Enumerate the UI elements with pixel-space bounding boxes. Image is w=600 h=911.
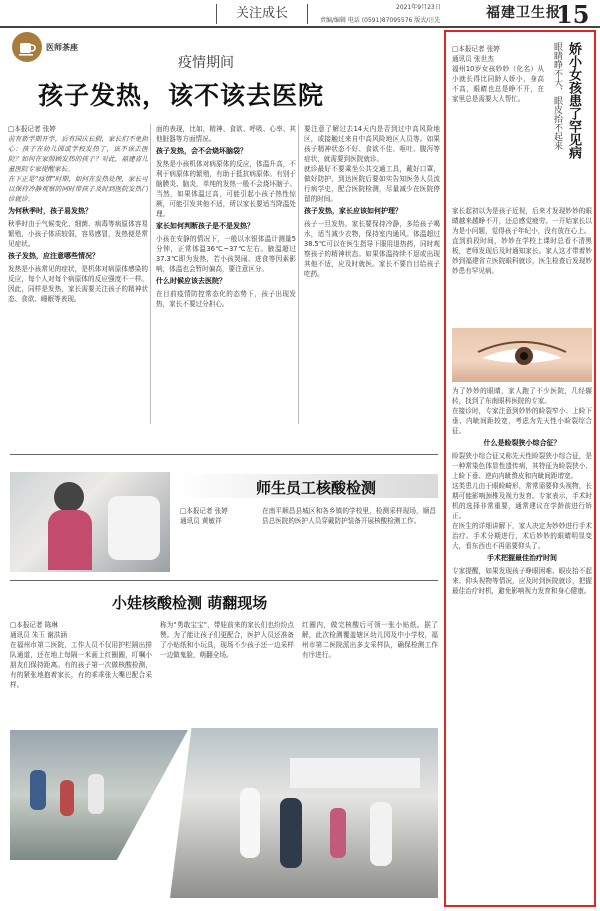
paragraph: 在目前疫情防控常态化的态势下，孩子出现发热，家长不要过分担心。 xyxy=(156,290,296,308)
kids-col-1 xyxy=(10,620,152,690)
paragraph: 专家提醒，如果发现孩子睁眼困难、眼皮抬不起来、仰头视物等情况，应及时到医院就诊，把握最佳治疗时机，避免影响视力发育和身心健康。 xyxy=(452,567,592,595)
sidebar-top-col xyxy=(452,44,544,104)
paragraph: 直到前段时间，妙妙在学校上课时总看不清黑板，老师发现后及时通知家长。家人这才带着妙妙到福建省立医院眼科就诊，医生检查后发现妙妙患有罕见病。 xyxy=(452,237,592,275)
subhead: 什么是睑裂狭小综合征？ xyxy=(483,439,561,447)
paragraph: 称为“勇敢宝宝”，带娃前来的家长们也纷纷点赞。为了能让孩子们更配合，医护人员还准备了小贴纸和小玩具，现场不少孩子还一边采样一边做鬼脸，萌翻全场。 xyxy=(160,621,294,659)
child-figure xyxy=(88,774,104,814)
subhead: 孩子发热，家长应该如何护理？ xyxy=(304,207,402,215)
eye-icon xyxy=(452,328,592,382)
column-rule xyxy=(150,124,151,424)
clinic-title: 孩子发热，该不该去医院 xyxy=(38,81,325,110)
kids-col-2 xyxy=(160,620,294,660)
ceiling-light xyxy=(290,758,420,788)
paragraph: 在接诊时，专家注意到妙妙的睑裂窄小、上睑下垂、内眦间距较宽，考虑为先天性小睑裂综合征。 xyxy=(452,407,592,435)
kids-photo-1 xyxy=(10,730,188,860)
lead: 前有新学期开学，后有国庆长假，家长们不免担心：孩子在幼儿园或学校发热了，该不该去医院？如何在家照顾发热的孩子？对此，福建省儿童医院专家提醒家长。 xyxy=(8,135,148,173)
paragraph: 在医生的详细讲解下，家人决定为妙妙进行手术治疗。手术分期进行，术后妙妙的眼睛明显变大，看东西也不再需要仰头了。 xyxy=(452,522,592,550)
paragraph: 就诊最好不要乘坐公共交通工具，戴好口罩，做好防护，到达医院后要如实告知医务人员流行病学史，配合医院检测，尽量减少在医院停留的时间。 xyxy=(304,165,440,203)
paragraph: 在福州市第二医院，工作人员不仅用护栏隔出排队通道，还在地上每隔一米画上红圈圈，叮嘱小朋友们保持距离。有的孩子第一次做核酸检测，有的紧张地抱着家长，有的乖乖张大嘴巴配合采样。 xyxy=(10,641,152,689)
paragraph: 秋季时由于气候变化、细菌、病毒等病原体容易繁殖，小孩子体质较弱，容易感冒，发热便是常见症状。 xyxy=(8,220,148,248)
clinic-col-3 xyxy=(304,124,440,279)
child-figure xyxy=(330,808,346,858)
paragraph: 小孩在安静的情况下，一般以水银体温计测量5分钟，正常体温36℃~37℃左右。腋温超过37.3℃即为发热，若小孩哭闹、进食等因素影响，体温也会暂时偏高，要注意区分。 xyxy=(156,235,296,273)
lead-2: 在下正是“疫情”时期，如何在发热处理，家长可以保持冷静观察的同时带孩子及时到医院发热门诊就诊。 xyxy=(8,175,148,203)
medical-staff xyxy=(108,496,160,560)
child-figure xyxy=(60,780,74,816)
clinic-col-2 xyxy=(156,124,296,309)
paragraph: 孩子一旦发热，家长要保持冷静，多给孩子喝水，适当减少衣物，保持室内通风。体温超过38.5℃可以在医生指导下服用退热药，同时观察孩子的精神状态。如果体温持续不退或出现其他不适，应及时就医。家长不要盲目给孩子吃药。 xyxy=(304,220,440,278)
teacher-title: 师生员工核酸检测 xyxy=(256,479,377,497)
paragraph: 发热是小孩机体对病原体的反应，体温升高，不利于病原体的繁殖，有助于抵抗病原体。有别于脑膜炎、脑炎，单纯的发热一般不会烧坏脑子。当然，如果体温过高，可能引起小孩子热性惊厥，可能引发其他不适，所以家长要适当降温处理。 xyxy=(156,160,296,218)
subhead: 什么时候应该去医院？ xyxy=(156,277,226,285)
page-number: 15 xyxy=(556,0,590,29)
paragraph: 福州10岁女孩妙妙（化名）从小就长得比同龄人娇小，身高不高，眼睛也总是睁不开，在家里总是需要大人帮忙。 xyxy=(452,65,544,103)
coffee-cup-icon xyxy=(12,32,42,62)
paragraph: 这类患儿由于眼睑畸形，常常需要仰头视物，长期可能影响颈椎及视力发育。专家表示，手术时机的选择非常重要，通常建议在学龄前进行矫正。 xyxy=(452,482,592,520)
adult-figure xyxy=(280,798,302,868)
section-tag: 关注成长 xyxy=(216,4,308,24)
page-header xyxy=(0,0,600,28)
person-body xyxy=(48,510,92,570)
person-head xyxy=(54,482,84,512)
byline: □本报记者 张婷 通讯员 张世杰 xyxy=(452,45,500,63)
paragraph: 家长起初以为是孩子近视，后来才发现妙妙的眼睛越来越睁不开，还总感觉疲劳。一开始家长以为是小问题，觉得孩子年纪小，没有放在心上。 xyxy=(452,207,592,235)
issue-date: 2021年9月23日 xyxy=(396,4,441,11)
byline: □本报记者 张婷 xyxy=(8,125,56,133)
subhead: 孩子发热，会不会烧坏脑袋？ xyxy=(156,147,247,155)
kids-col-3 xyxy=(302,620,438,660)
medical-staff xyxy=(370,802,392,866)
sidebar-title: 娇小女孩患了罕见病 xyxy=(566,42,581,159)
paragraph: 要注意了解过去14天内是否到过中高风险地区，或接触过来自中高风险地区人员等。如果孩子精神状态不好、食欲不佳、呕吐、腹泻等症状，就需要到医院就诊。 xyxy=(304,125,440,163)
paragraph: 为了妙妙的眼睛，家人跑了不少医院，几经辗转，找到了东南眼科医院的专家。 xyxy=(452,387,592,405)
paragraph: 面的表现，比如，精神、食欲、呼吸、心率、其他脏器等方面情况。 xyxy=(156,125,296,143)
editor-contact: 责编/编辑 电话 (0591)87095576 版式/汪先 xyxy=(320,17,441,24)
teacher-byline: □本报记者 张婷 通讯员 黄敏祥 xyxy=(180,507,228,525)
paragraph: 睑裂狭小综合征又称先天性睑裂狭小综合征，是一种常染色体显性遗传病，其特征为睑裂狭小、上睑下垂、逆向内眦赘皮和内眦间距增宽。 xyxy=(452,452,592,480)
sidebar-subtitle: 眼睛睁不大、眼皮抬不起来 xyxy=(552,42,562,150)
subhead: 孩子发热，应注意哪些情况？ xyxy=(8,252,99,260)
subhead: 为何秋季时，孩子易发热？ xyxy=(8,207,92,215)
paragraph: 红圈内，做完核酸后可领一张小贴纸。据了解，此次检测覆盖辖区幼儿园及中小学校，福州市第二医院派出多支采样队，确保检测工作有序进行。 xyxy=(302,621,438,659)
masthead: 福建卫生报 xyxy=(486,5,561,21)
subhead: 手术把握最佳治疗时间 xyxy=(487,554,557,562)
teacher-photo xyxy=(10,472,170,572)
subhead: 家长如何判断孩子是不是发热？ xyxy=(156,222,254,230)
kids-photo-2 xyxy=(170,728,438,898)
child-figure xyxy=(30,770,46,810)
clinic-tag: 医师茶座 xyxy=(46,43,78,52)
kids-title: 小娃核酸检测 萌翻现场 xyxy=(112,594,268,612)
clinic-col-1 xyxy=(8,124,148,304)
teacher-paragraph: 在南平顺昌县城区和各乡镇的学校里，检测采样现场，顺昌县总医院的医护人员穿戴防护装备开展核酸检测工作。 xyxy=(262,507,436,525)
byline: □本报记者 陈琳 通讯员 朱玉 谢洪涵 xyxy=(10,621,67,639)
paragraph: 发热是小孩常见的症状，是机体对病原体感染的反应，每个人对每个病原体的反应强度不一样。因此，同样是发热，家长需要关注孩子的精神状态、食欲、睡眠等表现。 xyxy=(8,265,148,303)
divider xyxy=(10,580,438,581)
sidebar-col xyxy=(452,206,592,276)
column-rule xyxy=(298,124,299,424)
medical-staff xyxy=(240,788,260,858)
sidebar-col-bottom xyxy=(452,386,592,596)
eye-photo xyxy=(452,328,592,382)
clinic-kicker: 疫情期间 xyxy=(178,55,234,71)
